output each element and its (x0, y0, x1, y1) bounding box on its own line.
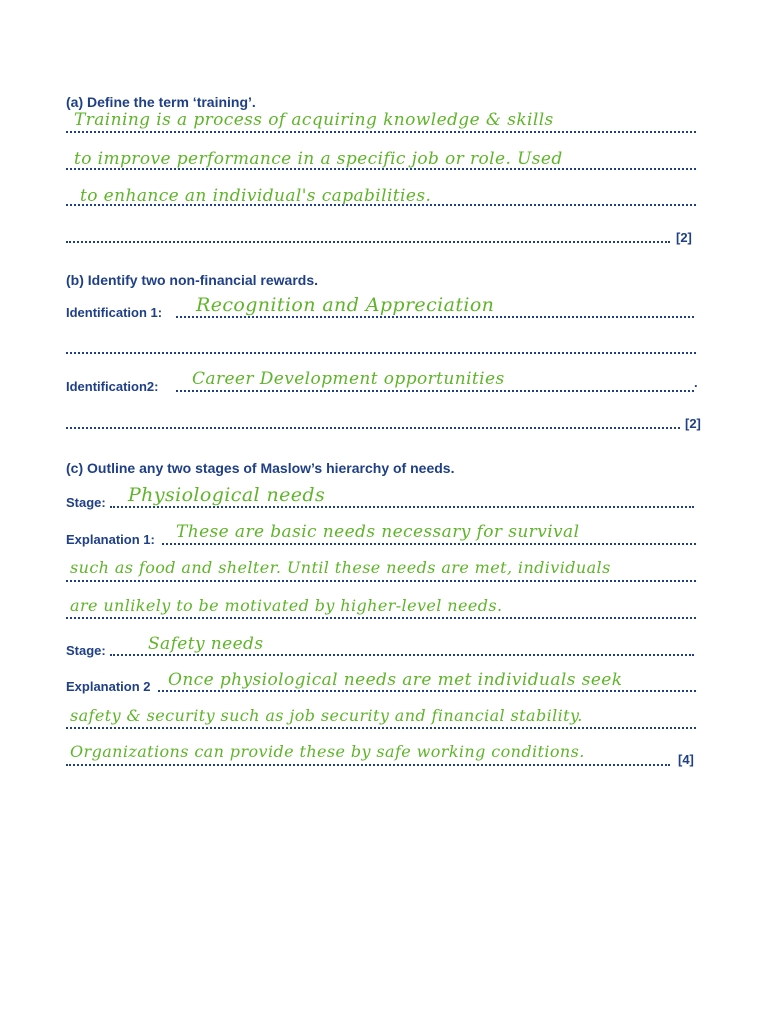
handwritten-explanation-2-line-2: safety & security such as job security and financial stability. (70, 706, 583, 725)
handwritten-explanation-1-line-1: These are basic needs necessary for survival (176, 522, 580, 542)
answer-line (66, 580, 696, 582)
answer-line (176, 316, 694, 318)
handwritten-explanation-1-line-3: are unlikely to be motivated by higher-level needs. (70, 596, 503, 615)
answer-line (66, 617, 696, 619)
handwritten-explanation-2-line-1: Once physiological needs are met individuals seek (168, 670, 623, 690)
handwritten-stage-1: Physiological needs (128, 484, 326, 506)
explanation-1-label: Explanation 1: (66, 532, 155, 547)
answer-line (162, 543, 696, 545)
answer-line (158, 690, 696, 692)
handwritten-answer-a-line-3: to enhance an individual's capabilities. (80, 186, 432, 206)
identification-2-label: Identification2: (66, 379, 159, 394)
handwritten-explanation-2-line-3: Organizations can provide these by safe working conditions. (70, 742, 585, 761)
question-c-title: (c) Outline any two stages of Maslow’s hierarchy of needs. (66, 460, 455, 476)
question-a-marks: [2] (676, 230, 692, 245)
handwritten-identification-2: Career Development opportunities (192, 369, 505, 389)
answer-line (66, 352, 696, 354)
handwritten-answer-a-line-1: Training is a process of acquiring knowledge & skills (74, 110, 554, 130)
question-a-title: (a) Define the term ‘training’. (66, 94, 256, 110)
question-b-title: (b) Identify two non-financial rewards. (66, 272, 319, 288)
answer-line (66, 427, 680, 429)
handwritten-answer-a-line-2: to improve performance in a specific job or role. Used (74, 149, 563, 169)
stage-1-label: Stage: (66, 495, 106, 510)
answer-line (66, 764, 670, 766)
question-c-marks: [4] (678, 752, 694, 767)
trailing-period: . (694, 375, 698, 390)
question-b-marks: [2] (685, 416, 701, 431)
stage-2-label: Stage: (66, 643, 106, 658)
answer-line (110, 654, 694, 656)
answer-line (66, 131, 696, 133)
answer-line (176, 390, 694, 392)
handwritten-identification-1: Recognition and Appreciation (196, 294, 495, 316)
identification-1-label: Identification 1: (66, 305, 163, 320)
handwritten-stage-2: Safety needs (148, 634, 264, 654)
handwritten-explanation-1-line-2: such as food and shelter. Until these needs are met, individuals (70, 558, 611, 577)
answer-line (66, 241, 670, 243)
answer-line (110, 506, 694, 508)
answer-line (66, 727, 696, 729)
explanation-2-label: Explanation 2 (66, 679, 151, 694)
